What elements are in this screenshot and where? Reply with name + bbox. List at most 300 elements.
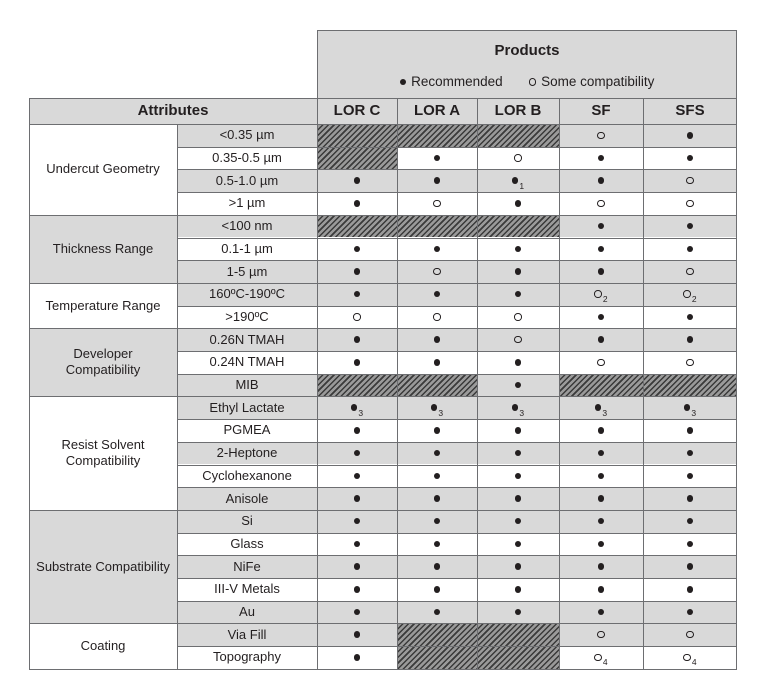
grid-line [177,555,737,556]
not-applicable-cell [317,215,397,238]
grid-line [736,30,737,98]
rating-cell [643,555,737,578]
some-compatibility-circle-icon [594,654,602,662]
rating-cell [477,306,559,329]
recommended-dot-icon [595,404,602,411]
rating-cell [477,419,559,442]
row-label: >1 µm [177,192,317,215]
row-label: 0.1-1 µm [177,238,317,261]
rating-cell [559,510,643,533]
not-applicable-cell [643,374,737,397]
rating-cell [397,169,477,192]
recommended-dot-icon [687,473,694,480]
recommended-dot-icon [434,450,441,457]
rating-cell [317,283,397,306]
rating-cell [317,578,397,601]
rating-cell [477,260,559,283]
grid-line [177,442,737,443]
group-label: Thickness Range [29,215,177,283]
rating-cell [397,465,477,488]
rating-cell [559,260,643,283]
recommended-dot-icon [434,518,441,525]
not-applicable-cell [477,623,559,646]
footnote-number: 3 [358,407,364,418]
recommended-dot-icon [598,246,605,253]
rating-cell [317,169,397,192]
recommended-dot-icon [351,404,358,411]
rating-cell [559,533,643,556]
rating-cell [317,238,397,261]
rating-cell [397,555,477,578]
recommended-dot-icon [598,563,605,570]
rating-cell [559,601,643,624]
recommended-dot-icon [354,541,361,548]
grid-line [29,98,30,669]
rating-cell [397,283,477,306]
recommended-dot-icon [687,155,694,162]
rating-cell [317,328,397,351]
recommended-dot-icon [434,336,441,343]
row-label: PGMEA [177,419,317,442]
rating-cell [317,487,397,510]
recommended-dot-icon [598,223,605,230]
rating-cell [477,374,559,397]
not-applicable-cell [397,623,477,646]
grid-line [29,328,737,329]
rating-cell [477,510,559,533]
footnote-number: 2 [602,294,608,305]
not-applicable-cell [317,147,397,170]
rating-cell [559,192,643,215]
rating-cell [643,351,737,374]
rating-cell [643,396,737,419]
grid-line [177,351,737,352]
recommended-dot-icon [400,79,407,86]
grid-line [177,533,737,534]
row-label: Cyclohexanone [177,465,317,488]
row-label: 1-5 µm [177,260,317,283]
footnote-number: 4 [691,657,697,668]
recommended-dot-icon [687,563,694,570]
recommended-dot-icon [515,541,522,548]
recommended-dot-icon [598,314,605,321]
row-label: >190ºC [177,306,317,329]
rating-cell [317,623,397,646]
attributes-header: Attributes [29,98,317,124]
footnote-number: 1 [519,180,525,191]
rating-cell [643,147,737,170]
rating-cell [559,124,643,147]
footnote-number: 3 [691,407,697,418]
recommended-dot-icon [434,495,441,502]
rating-cell [643,238,737,261]
some-compatibility-circle-icon [597,132,605,140]
not-applicable-cell [477,124,559,147]
some-compatibility-circle-icon [514,336,522,344]
recommended-dot-icon [687,336,694,343]
rating-cell [643,192,737,215]
recommended-dot-icon [687,223,694,230]
rating-cell [317,510,397,533]
recommended-dot-icon [598,450,605,457]
row-label: Au [177,601,317,624]
group-label: Developer Compatibility [29,328,177,396]
grid-line [177,374,737,375]
not-applicable-cell [317,374,397,397]
row-label: 0.35-0.5 µm [177,147,317,170]
rating-cell [317,646,397,669]
recommended-dot-icon [512,404,519,411]
grid-line [317,98,318,669]
recommended-dot-icon [354,450,361,457]
rating-cell [477,465,559,488]
recommended-dot-icon [687,132,694,139]
recommended-dot-icon [687,450,694,457]
rating-cell [397,147,477,170]
recommended-dot-icon [515,473,522,480]
grid-line [29,98,737,99]
some-compatibility-circle-icon [686,268,694,276]
rating-cell [477,238,559,261]
grid-line [29,215,737,216]
rating-cell [643,124,737,147]
rating-cell [559,442,643,465]
row-label: 0.26N TMAH [177,328,317,351]
recommended-dot-icon [434,427,441,434]
some-compatibility-circle-icon [433,200,441,208]
rating-cell [397,351,477,374]
row-label: <100 nm [177,215,317,238]
rating-cell [643,578,737,601]
some-compatibility-circle-icon [597,200,605,208]
product-header: SFS [643,98,737,124]
rating-cell [477,192,559,215]
some-compatibility-circle-icon [529,78,537,86]
grid-line [177,601,737,602]
row-label: Ethyl Lactate [177,396,317,419]
rating-cell [559,169,643,192]
rating-cell [559,283,643,306]
recommended-dot-icon [687,495,694,502]
not-applicable-cell [397,646,477,669]
recommended-dot-icon [598,586,605,593]
some-compatibility-circle-icon [683,290,691,298]
grid-line [317,30,737,31]
rating-cell [477,533,559,556]
legend-recommended: Recommended [411,74,503,89]
rating-cell [559,306,643,329]
recommended-dot-icon [687,246,694,253]
some-compatibility-circle-icon [353,313,361,321]
recommended-dot-icon [354,473,361,480]
rating-cell [477,578,559,601]
row-label: 2-Heptone [177,442,317,465]
grid-line [29,669,737,670]
rating-cell [397,578,477,601]
product-header: LOR A [397,98,477,124]
recommended-dot-icon [687,609,694,616]
product-header: SF [559,98,643,124]
not-applicable-cell [397,215,477,238]
rating-cell [643,601,737,624]
recommended-dot-icon [515,268,522,275]
rating-cell [477,487,559,510]
row-label: 0.24N TMAH [177,351,317,374]
recommended-dot-icon [598,177,605,184]
recommended-dot-icon [598,427,605,434]
some-compatibility-circle-icon [686,359,694,367]
rating-cell [397,328,477,351]
recommended-dot-icon [434,563,441,570]
recommended-dot-icon [515,609,522,616]
recommended-dot-icon [354,359,361,366]
recommended-dot-icon [515,359,522,366]
recommended-dot-icon [431,404,438,411]
rating-cell [317,419,397,442]
footnote-number: 3 [438,407,444,418]
grid-line [29,510,737,511]
recommended-dot-icon [684,404,691,411]
grid-line [643,98,644,669]
recommended-dot-icon [354,177,361,184]
recommended-dot-icon [354,586,361,593]
row-label: MIB [177,374,317,397]
grid-line [177,169,737,170]
recommended-dot-icon [598,518,605,525]
row-label: III-V Metals [177,578,317,601]
recommended-dot-icon [354,495,361,502]
grid-line [559,98,560,669]
recommended-dot-icon [515,291,522,298]
rating-cell [397,419,477,442]
grid-line [177,646,737,647]
rating-cell [477,396,559,419]
rating-cell [559,328,643,351]
not-applicable-cell [559,374,643,397]
recommended-dot-icon [515,382,522,389]
some-compatibility-circle-icon [433,268,441,276]
rating-cell [643,328,737,351]
recommended-dot-icon [598,155,605,162]
products-title: Products [494,42,560,59]
some-compatibility-circle-icon [514,154,522,162]
rating-cell [643,646,737,669]
grid-line [29,623,737,624]
rating-cell [317,555,397,578]
recommended-dot-icon [354,246,361,253]
rating-cell [559,238,643,261]
rating-cell [559,555,643,578]
recommended-dot-icon [354,427,361,434]
recommended-dot-icon [434,609,441,616]
rating-cell [317,260,397,283]
grid-line [177,147,737,148]
recommended-dot-icon [354,200,361,207]
grid-line [29,396,737,397]
rating-cell [477,351,559,374]
recommended-dot-icon [598,495,605,502]
grid-line [29,283,737,284]
rating-cell [643,533,737,556]
grid-line [177,578,737,579]
row-label: 0.5-1.0 µm [177,169,317,192]
recommended-dot-icon [434,155,441,162]
some-compatibility-circle-icon [686,177,694,185]
some-compatibility-circle-icon [597,359,605,367]
recommended-dot-icon [515,450,522,457]
footnote-number: 3 [602,407,608,418]
row-label: Anisole [177,487,317,510]
recommended-dot-icon [515,586,522,593]
rating-cell [559,578,643,601]
rating-cell [397,396,477,419]
some-compatibility-circle-icon [683,654,691,662]
recommended-dot-icon [598,473,605,480]
grid-line [397,98,398,669]
footnote-number: 3 [519,407,525,418]
group-label: Substrate Compatibility [29,510,177,624]
grid-line [177,419,737,420]
recommended-dot-icon [354,268,361,275]
rating-cell [397,510,477,533]
recommended-dot-icon [354,631,361,638]
rating-cell [477,283,559,306]
recommended-dot-icon [515,427,522,434]
grid-line [177,238,737,239]
grid-line [177,465,737,466]
recommended-dot-icon [515,246,522,253]
recommended-dot-icon [354,336,361,343]
footnote-number: 2 [691,294,697,305]
recommended-dot-icon [687,427,694,434]
grid-line [177,306,737,307]
rating-cell [559,351,643,374]
rating-cell [317,465,397,488]
recommended-dot-icon [512,177,519,184]
rating-cell [559,487,643,510]
rating-cell [397,306,477,329]
group-label: Resist Solvent Compatibility [29,396,177,510]
rating-cell [643,215,737,238]
recommended-dot-icon [354,518,361,525]
some-compatibility-circle-icon [594,290,602,298]
rating-cell [397,238,477,261]
not-applicable-cell [477,215,559,238]
row-label: Si [177,510,317,533]
row-label: <0.35 µm [177,124,317,147]
row-label: NiFe [177,555,317,578]
group-label: Temperature Range [29,283,177,328]
row-label: Via Fill [177,623,317,646]
not-applicable-cell [317,124,397,147]
rating-cell [643,169,737,192]
rating-cell [477,169,559,192]
grid-line [177,260,737,261]
recommended-dot-icon [354,563,361,570]
rating-cell [559,465,643,488]
recommended-dot-icon [687,586,694,593]
some-compatibility-circle-icon [514,313,522,321]
rating-cell [397,533,477,556]
recommended-dot-icon [598,609,605,616]
rating-cell [317,306,397,329]
rating-cell [397,487,477,510]
rating-cell [643,465,737,488]
grid-line [29,124,737,125]
rating-cell [317,442,397,465]
recommended-dot-icon [687,541,694,548]
recommended-dot-icon [434,541,441,548]
rating-cell [643,442,737,465]
rating-cell [317,396,397,419]
not-applicable-cell [397,124,477,147]
rating-cell [397,192,477,215]
rating-cell [477,442,559,465]
rating-cell [317,601,397,624]
grid-line [477,98,478,669]
rating-cell [397,442,477,465]
rating-cell [477,601,559,624]
recommended-dot-icon [515,563,522,570]
recommended-dot-icon [598,336,605,343]
recommended-dot-icon [687,314,694,321]
recommended-dot-icon [434,246,441,253]
group-label: Undercut Geometry [29,124,177,215]
rating-cell [643,260,737,283]
product-header: LOR B [477,98,559,124]
some-compatibility-circle-icon [433,313,441,321]
recommended-dot-icon [598,541,605,548]
recommended-dot-icon [515,200,522,207]
row-label: Glass [177,533,317,556]
group-label: Coating [29,623,177,668]
not-applicable-cell [477,646,559,669]
grid-line [177,192,737,193]
recommended-dot-icon [354,609,361,616]
recommended-dot-icon [434,586,441,593]
rating-cell [559,147,643,170]
rating-cell [643,487,737,510]
recommended-dot-icon [687,518,694,525]
rating-cell [397,260,477,283]
row-label: 160ºC-190ºC [177,283,317,306]
some-compatibility-circle-icon [686,631,694,639]
rating-cell [559,419,643,442]
some-compatibility-circle-icon [686,200,694,208]
rating-cell [317,351,397,374]
recommended-dot-icon [434,177,441,184]
rating-cell [477,555,559,578]
grid-line [177,487,737,488]
rating-cell [559,396,643,419]
recommended-dot-icon [354,654,361,661]
some-compatibility-circle-icon [597,631,605,639]
recommended-dot-icon [354,291,361,298]
grid-line [317,30,318,98]
rating-cell [559,646,643,669]
rating-cell [643,306,737,329]
rating-cell [559,215,643,238]
rating-cell [317,192,397,215]
row-label: Topography [177,646,317,669]
product-header: LOR C [317,98,397,124]
legend [317,72,737,92]
rating-cell [317,533,397,556]
grid-line [736,98,737,670]
rating-cell [397,601,477,624]
recommended-dot-icon [515,518,522,525]
recommended-dot-icon [434,473,441,480]
